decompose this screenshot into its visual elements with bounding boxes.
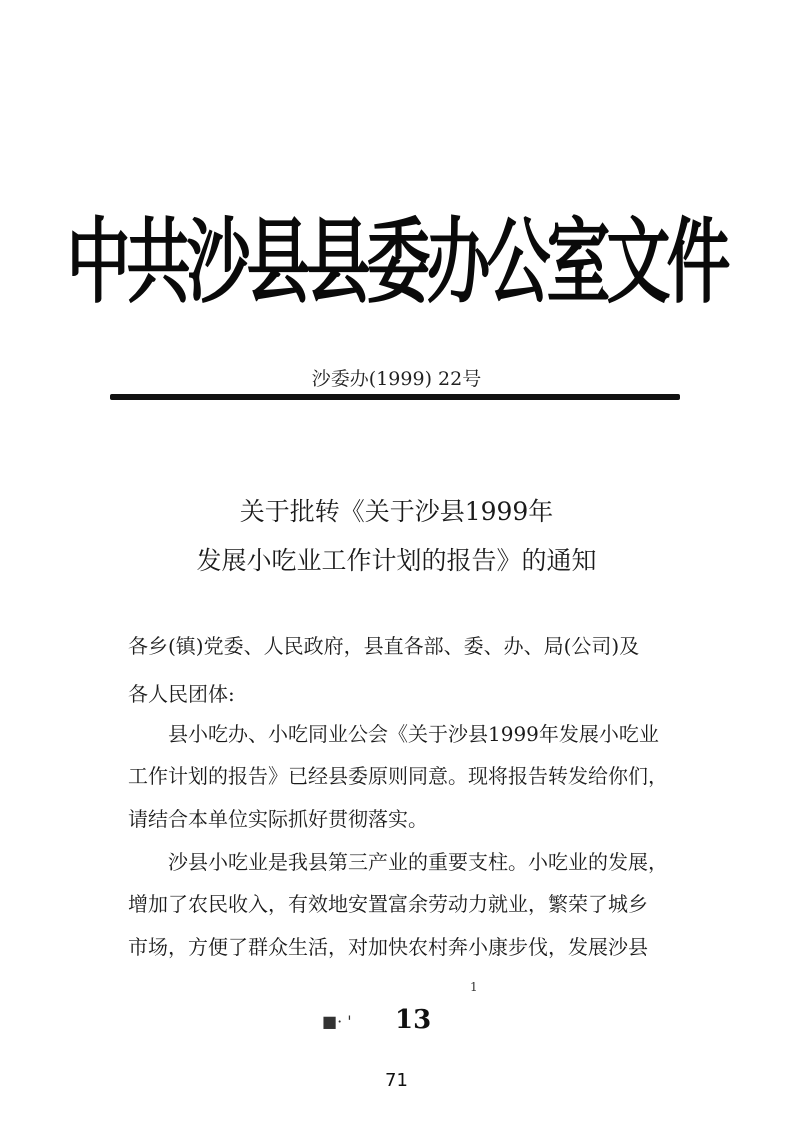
notice-title-line-1: 关于批转《关于沙县1999年: [239, 497, 554, 526]
body-line: 工作计划的报告》已经县委原则同意。现将报告转发给你们，: [128, 764, 668, 788]
scan-marks: ■· ': [322, 1012, 352, 1031]
body-line: 各人民团体:: [128, 682, 235, 706]
document-number: 沙委办(1999) 22号: [311, 368, 482, 390]
body-line: 请结合本单位实际抓好贯彻落实。: [128, 807, 428, 831]
page-number: 71: [385, 1070, 408, 1091]
masthead-title: 中共沙县县委办公室文件: [66, 209, 727, 318]
body-line: 沙县小吃业是我县第三产业的重要支柱。小吃业的发展，: [128, 850, 668, 874]
header-rule: [110, 394, 680, 400]
body-line: 增加了农民收入，有效地安置富余劳动力就业，繁荣了城乡: [128, 892, 648, 916]
body-line: 市场，方便了群众生活，对加快农村奔小康步伐，发展沙县: [128, 935, 648, 959]
body-line: 各乡(镇)党委、人民政府，县直各部、委、办、局(公司)及: [128, 634, 640, 658]
notice-title-line-2: 发展小吃业工作计划的报告》的通知: [196, 546, 597, 575]
inner-page-number: 1: [470, 980, 478, 994]
body-line: 县小吃办、小吃同业公会《关于沙县1999年发展小吃业: [128, 722, 659, 746]
original-page-number: 13: [395, 1005, 432, 1035]
